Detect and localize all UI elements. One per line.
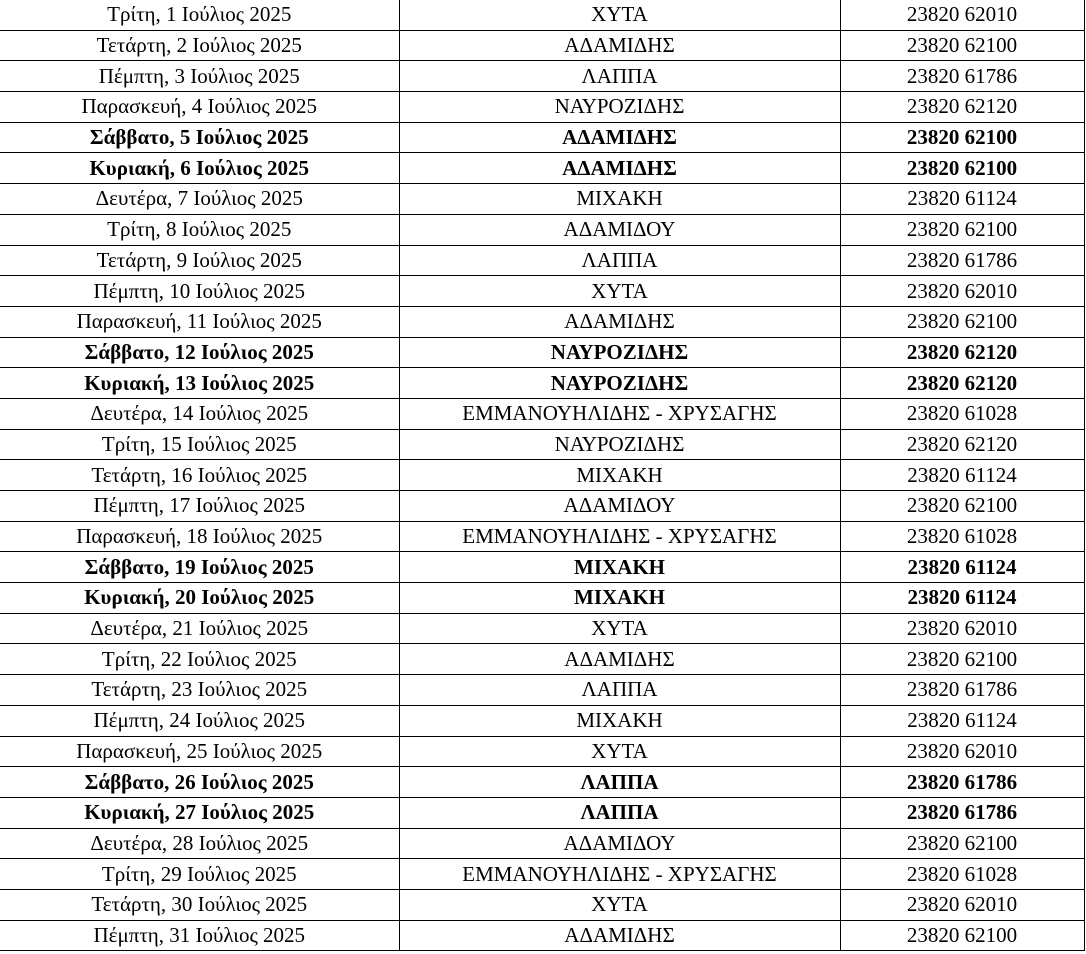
table-row: [0, 153, 1084, 184]
table-row: [0, 675, 1084, 706]
pharmacy-cell: ΛΑΠΠΑ: [399, 61, 840, 92]
pharmacy-cell: ΜΙΧΑΚΗ: [399, 184, 840, 215]
table-row: [0, 491, 1084, 522]
date-cell: Σάββατο, 12 Ιούλιος 2025: [0, 337, 399, 368]
pharmacy-cell: ΛΑΠΠΑ: [399, 245, 840, 276]
date-cell: Παρασκευή, 25 Ιούλιος 2025: [0, 736, 399, 767]
phone-cell: 23820 61124: [840, 552, 1084, 583]
date-cell: Πέμπτη, 3 Ιούλιος 2025: [0, 61, 399, 92]
phone-cell: 23820 61786: [840, 797, 1084, 828]
phone-cell: 23820 62010: [840, 613, 1084, 644]
date-cell: Παρασκευή, 11 Ιούλιος 2025: [0, 306, 399, 337]
phone-cell: 23820 61124: [840, 705, 1084, 736]
date-cell: Τρίτη, 8 Ιούλιος 2025: [0, 214, 399, 245]
phone-cell: 23820 61786: [840, 245, 1084, 276]
pharmacy-cell: ΛΑΠΠΑ: [399, 767, 840, 798]
table-row: [0, 429, 1084, 460]
table-row: [0, 245, 1084, 276]
pharmacy-cell: ΛΑΠΠΑ: [399, 797, 840, 828]
table-row: [0, 705, 1084, 736]
date-cell: Τετάρτη, 23 Ιούλιος 2025: [0, 675, 399, 706]
table-row: [0, 214, 1084, 245]
table-row: [0, 306, 1084, 337]
pharmacy-cell: ΕΜΜΑΝΟΥΗΛΙΔΗΣ - ΧΡΥΣΑΓΗΣ: [399, 859, 840, 890]
table-row: [0, 337, 1084, 368]
date-cell: Κυριακή, 27 Ιούλιος 2025: [0, 797, 399, 828]
table-row: [0, 398, 1084, 429]
phone-cell: 23820 62100: [840, 30, 1084, 61]
date-cell: Τρίτη, 22 Ιούλιος 2025: [0, 644, 399, 675]
phone-cell: 23820 61028: [840, 521, 1084, 552]
table-row: [0, 460, 1084, 491]
phone-cell: 23820 61124: [840, 583, 1084, 614]
pharmacy-cell: ΛΑΠΠΑ: [399, 675, 840, 706]
pharmacy-cell: ΜΙΧΑΚΗ: [399, 705, 840, 736]
date-cell: Δευτέρα, 14 Ιούλιος 2025: [0, 398, 399, 429]
pharmacy-cell: ΑΔΑΜΙΔΗΣ: [399, 644, 840, 675]
table-row: [0, 184, 1084, 215]
phone-cell: 23820 62120: [840, 337, 1084, 368]
table-row: [0, 0, 1084, 30]
phone-cell: 23820 62010: [840, 889, 1084, 920]
phone-cell: 23820 62100: [840, 491, 1084, 522]
table-row: [0, 61, 1084, 92]
date-cell: Δευτέρα, 7 Ιούλιος 2025: [0, 184, 399, 215]
phone-cell: 23820 61124: [840, 184, 1084, 215]
pharmacy-cell: ΧΥΤΑ: [399, 276, 840, 307]
phone-cell: 23820 62100: [840, 828, 1084, 859]
pharmacy-cell: ΜΙΧΑΚΗ: [399, 552, 840, 583]
table-row: [0, 30, 1084, 61]
table-row: [0, 767, 1084, 798]
date-cell: Παρασκευή, 4 Ιούλιος 2025: [0, 92, 399, 123]
date-cell: Τετάρτη, 30 Ιούλιος 2025: [0, 889, 399, 920]
phone-cell: 23820 61786: [840, 675, 1084, 706]
phone-cell: 23820 61124: [840, 460, 1084, 491]
phone-cell: 23820 62010: [840, 0, 1084, 30]
table-row: [0, 552, 1084, 583]
table-row: [0, 613, 1084, 644]
date-cell: Τετάρτη, 16 Ιούλιος 2025: [0, 460, 399, 491]
table-row: [0, 521, 1084, 552]
table-row: [0, 889, 1084, 920]
pharmacy-cell: ΝΑΥΡΟΖΙΔΗΣ: [399, 368, 840, 399]
date-cell: Κυριακή, 13 Ιούλιος 2025: [0, 368, 399, 399]
date-cell: Τετάρτη, 9 Ιούλιος 2025: [0, 245, 399, 276]
date-cell: Τρίτη, 1 Ιούλιος 2025: [0, 0, 399, 30]
table-row: [0, 736, 1084, 767]
phone-cell: 23820 62010: [840, 276, 1084, 307]
phone-cell: 23820 61786: [840, 61, 1084, 92]
phone-cell: 23820 62120: [840, 368, 1084, 399]
table-row: [0, 797, 1084, 828]
table-row: [0, 644, 1084, 675]
pharmacy-cell: ΜΙΧΑΚΗ: [399, 583, 840, 614]
table-row: [0, 583, 1084, 614]
date-cell: Κυριακή, 20 Ιούλιος 2025: [0, 583, 399, 614]
pharmacy-cell: ΧΥΤΑ: [399, 0, 840, 30]
phone-cell: 23820 62120: [840, 429, 1084, 460]
date-cell: Πέμπτη, 31 Ιούλιος 2025: [0, 920, 399, 951]
phone-cell: 23820 61028: [840, 859, 1084, 890]
table-row: [0, 276, 1084, 307]
phone-cell: 23820 62100: [840, 644, 1084, 675]
phone-cell: 23820 62100: [840, 214, 1084, 245]
table-row: [0, 122, 1084, 153]
table-row: [0, 859, 1084, 890]
table-row: [0, 92, 1084, 123]
pharmacy-cell: ΧΥΤΑ: [399, 613, 840, 644]
date-cell: Δευτέρα, 28 Ιούλιος 2025: [0, 828, 399, 859]
phone-cell: 23820 62100: [840, 153, 1084, 184]
pharmacy-cell: ΑΔΑΜΙΔΗΣ: [399, 122, 840, 153]
pharmacy-cell: ΝΑΥΡΟΖΙΔΗΣ: [399, 92, 840, 123]
phone-cell: 23820 62120: [840, 92, 1084, 123]
pharmacy-cell: ΝΑΥΡΟΖΙΔΗΣ: [399, 337, 840, 368]
date-cell: Σάββατο, 19 Ιούλιος 2025: [0, 552, 399, 583]
date-cell: Δευτέρα, 21 Ιούλιος 2025: [0, 613, 399, 644]
date-cell: Σάββατο, 26 Ιούλιος 2025: [0, 767, 399, 798]
phone-cell: 23820 62010: [840, 736, 1084, 767]
pharmacy-cell: ΑΔΑΜΙΔΟΥ: [399, 491, 840, 522]
date-cell: Παρασκευή, 18 Ιούλιος 2025: [0, 521, 399, 552]
pharmacy-cell: ΑΔΑΜΙΔΟΥ: [399, 828, 840, 859]
phone-cell: 23820 62100: [840, 122, 1084, 153]
pharmacy-cell: ΑΔΑΜΙΔΟΥ: [399, 214, 840, 245]
pharmacy-cell: ΧΥΤΑ: [399, 736, 840, 767]
table-row: [0, 368, 1084, 399]
date-cell: Πέμπτη, 17 Ιούλιος 2025: [0, 491, 399, 522]
phone-cell: 23820 62100: [840, 920, 1084, 951]
date-cell: Πέμπτη, 24 Ιούλιος 2025: [0, 705, 399, 736]
table-row: [0, 920, 1084, 951]
pharmacy-cell: ΑΔΑΜΙΔΗΣ: [399, 30, 840, 61]
pharmacy-cell: ΧΥΤΑ: [399, 889, 840, 920]
table-row: [0, 828, 1084, 859]
phone-cell: 23820 61028: [840, 398, 1084, 429]
date-cell: Πέμπτη, 10 Ιούλιος 2025: [0, 276, 399, 307]
pharmacy-cell: ΜΙΧΑΚΗ: [399, 460, 840, 491]
date-cell: Σάββατο, 5 Ιούλιος 2025: [0, 122, 399, 153]
date-cell: Τρίτη, 29 Ιούλιος 2025: [0, 859, 399, 890]
date-cell: Τετάρτη, 2 Ιούλιος 2025: [0, 30, 399, 61]
date-cell: Τρίτη, 15 Ιούλιος 2025: [0, 429, 399, 460]
pharmacy-cell: ΑΔΑΜΙΔΗΣ: [399, 920, 840, 951]
pharmacy-cell: ΑΔΑΜΙΔΗΣ: [399, 306, 840, 337]
pharmacy-cell: ΕΜΜΑΝΟΥΗΛΙΔΗΣ - ΧΡΥΣΑΓΗΣ: [399, 398, 840, 429]
pharmacy-cell: ΑΔΑΜΙΔΗΣ: [399, 153, 840, 184]
date-cell: Κυριακή, 6 Ιούλιος 2025: [0, 153, 399, 184]
pharmacy-cell: ΝΑΥΡΟΖΙΔΗΣ: [399, 429, 840, 460]
phone-cell: 23820 62100: [840, 306, 1084, 337]
pharmacy-cell: ΕΜΜΑΝΟΥΗΛΙΔΗΣ - ΧΡΥΣΑΓΗΣ: [399, 521, 840, 552]
phone-cell: 23820 61786: [840, 767, 1084, 798]
